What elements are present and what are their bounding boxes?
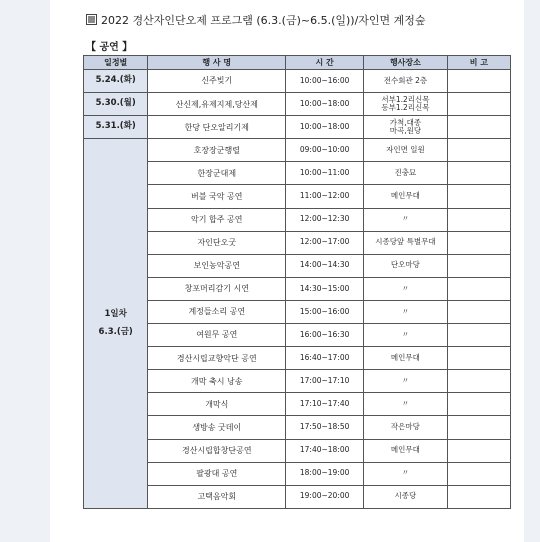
place-line: 자인면 일원 bbox=[386, 145, 425, 155]
table-row bbox=[84, 439, 511, 462]
table-row bbox=[84, 485, 511, 508]
document-title-text: 2022 경산자인단오제 프로그램 (6.3.(금)~6.5.(일))/자인면 계정숲 bbox=[101, 14, 426, 27]
time-cell: 10:00~16:00 bbox=[286, 70, 364, 93]
program-cell: 고택음악회 bbox=[148, 485, 286, 508]
table-row bbox=[84, 370, 511, 393]
document-title bbox=[86, 12, 426, 28]
place-line: 〃 bbox=[401, 283, 410, 293]
time-cell: 17:10~17:40 bbox=[286, 393, 364, 416]
time-cell: 15:00~16:00 bbox=[286, 300, 364, 323]
place-line: 시종당 bbox=[394, 491, 417, 501]
place-line: 작은마당 bbox=[390, 422, 420, 432]
date-cell: 5.24.(화) bbox=[84, 70, 148, 93]
time-cell: 17:00~17:10 bbox=[286, 370, 364, 393]
table-row bbox=[84, 462, 511, 485]
note-cell bbox=[447, 370, 510, 393]
time-cell: 17:40~18:00 bbox=[286, 439, 364, 462]
table-row bbox=[84, 254, 511, 277]
place-line: 시종당앞 특별무대 bbox=[375, 237, 436, 247]
place-cell bbox=[364, 324, 448, 347]
time-cell: 14:00~14:30 bbox=[286, 254, 364, 277]
square-bullet-icon bbox=[86, 14, 97, 25]
note-cell bbox=[447, 439, 510, 462]
place-line: 메인무대 bbox=[390, 352, 420, 362]
program-cell: 산신제,유제지제,당산제 bbox=[148, 93, 286, 116]
place-cell bbox=[364, 208, 448, 231]
note-cell bbox=[447, 324, 510, 347]
place-line: 서부1.2리신목 bbox=[381, 94, 430, 104]
place-cell bbox=[364, 416, 448, 439]
place-cell bbox=[364, 300, 448, 323]
note-cell bbox=[447, 208, 510, 231]
program-cell: 생방송 굿데이 bbox=[148, 416, 286, 439]
table-row bbox=[84, 324, 511, 347]
place-cell bbox=[364, 116, 448, 139]
document-page bbox=[50, 0, 524, 542]
place-cell bbox=[364, 439, 448, 462]
note-cell bbox=[447, 416, 510, 439]
place-line: 동부1.2리신목 bbox=[381, 103, 430, 113]
place-cell bbox=[364, 93, 448, 116]
note-cell bbox=[447, 162, 510, 185]
program-cell: 보인농악공연 bbox=[148, 254, 286, 277]
place-line: 진충묘 bbox=[394, 168, 417, 178]
place-line: 〃 bbox=[401, 375, 410, 385]
place-line: 단오마당 bbox=[390, 260, 420, 270]
program-cell: 창포머리감기 시연 bbox=[148, 277, 286, 300]
date-cell: 5.31.(화) bbox=[84, 116, 148, 139]
place-cell bbox=[364, 485, 448, 508]
schedule-table bbox=[83, 55, 511, 509]
table-row bbox=[84, 185, 511, 208]
time-cell: 10:00~18:00 bbox=[286, 116, 364, 139]
table-row bbox=[84, 208, 511, 231]
place-line: 전수회관 2층 bbox=[383, 75, 428, 85]
program-cell: 한장군대제 bbox=[148, 162, 286, 185]
time-cell: 12:00~12:30 bbox=[286, 208, 364, 231]
place-cell bbox=[364, 393, 448, 416]
place-cell bbox=[364, 370, 448, 393]
program-cell: 한당 단오알리기제 bbox=[148, 116, 286, 139]
header-program: 행 사 명 bbox=[148, 56, 286, 70]
section-title: 【 공연 】 bbox=[86, 42, 133, 53]
note-cell bbox=[447, 300, 510, 323]
table-row bbox=[84, 70, 511, 93]
date-line: 1일차 bbox=[104, 308, 127, 319]
schedule-body bbox=[84, 70, 511, 509]
note-cell bbox=[447, 485, 510, 508]
program-cell: 호장장군행렬 bbox=[148, 139, 286, 162]
note-cell bbox=[447, 116, 510, 139]
table-row bbox=[84, 416, 511, 439]
place-line: 〃 bbox=[401, 399, 410, 409]
place-cell bbox=[364, 139, 448, 162]
table-row bbox=[84, 277, 511, 300]
time-cell: 12:00~17:00 bbox=[286, 231, 364, 254]
time-cell: 16:00~16:30 bbox=[286, 324, 364, 347]
time-cell: 17:50~18:50 bbox=[286, 416, 364, 439]
table-row bbox=[84, 139, 511, 162]
date-line: 6.3.(금) bbox=[98, 326, 133, 337]
note-cell bbox=[447, 393, 510, 416]
place-line: 〃 bbox=[401, 468, 410, 478]
place-line: 마곡,원당 bbox=[389, 126, 422, 136]
program-cell: 개막 축시 낭송 bbox=[148, 370, 286, 393]
time-cell: 10:00~11:00 bbox=[286, 162, 364, 185]
time-cell: 09:00~10:00 bbox=[286, 139, 364, 162]
header-place: 행사장소 bbox=[364, 56, 448, 70]
place-cell bbox=[364, 162, 448, 185]
time-cell: 16:40~17:00 bbox=[286, 347, 364, 370]
program-cell: 팔광대 공연 bbox=[148, 462, 286, 485]
place-line: 〃 bbox=[401, 329, 410, 339]
place-cell bbox=[364, 462, 448, 485]
time-cell: 11:00~12:00 bbox=[286, 185, 364, 208]
place-line: 〃 bbox=[401, 306, 410, 316]
time-cell: 14:30~15:00 bbox=[286, 277, 364, 300]
note-cell bbox=[447, 139, 510, 162]
program-cell: 개막식 bbox=[148, 393, 286, 416]
note-cell bbox=[447, 93, 510, 116]
place-cell bbox=[364, 185, 448, 208]
program-cell: 경산시립합창단공연 bbox=[148, 439, 286, 462]
table-row bbox=[84, 231, 511, 254]
note-cell bbox=[447, 462, 510, 485]
time-cell: 19:00~20:00 bbox=[286, 485, 364, 508]
place-cell bbox=[364, 277, 448, 300]
table-row bbox=[84, 393, 511, 416]
header-time: 시 간 bbox=[286, 56, 364, 70]
note-cell bbox=[447, 254, 510, 277]
time-cell: 10:00~18:00 bbox=[286, 93, 364, 116]
table-row bbox=[84, 116, 511, 139]
header-date: 일정별 bbox=[84, 56, 148, 70]
place-line: 〃 bbox=[401, 214, 410, 224]
place-cell bbox=[364, 254, 448, 277]
program-cell: 여원무 공연 bbox=[148, 324, 286, 347]
program-cell: 자인단오굿 bbox=[148, 231, 286, 254]
place-cell bbox=[364, 347, 448, 370]
place-cell bbox=[364, 231, 448, 254]
header-note: 비 고 bbox=[447, 56, 510, 70]
note-cell bbox=[447, 185, 510, 208]
program-cell: 악기 합주 공연 bbox=[148, 208, 286, 231]
place-line: 메인무대 bbox=[390, 191, 420, 201]
program-cell: 버블 국악 공연 bbox=[148, 185, 286, 208]
table-row bbox=[84, 300, 511, 323]
place-line: 가척,대종 bbox=[389, 117, 422, 127]
note-cell bbox=[447, 70, 510, 93]
note-cell bbox=[447, 231, 510, 254]
table-row bbox=[84, 93, 511, 116]
date-cell: 5.30.(월) bbox=[84, 93, 148, 116]
table-row bbox=[84, 162, 511, 185]
time-cell: 18:00~19:00 bbox=[286, 462, 364, 485]
table-header-row bbox=[84, 56, 511, 70]
program-cell: 경산시립교향악단 공연 bbox=[148, 347, 286, 370]
date-cell bbox=[84, 139, 148, 509]
table-row bbox=[84, 347, 511, 370]
program-cell: 계정들소리 공연 bbox=[148, 300, 286, 323]
note-cell bbox=[447, 277, 510, 300]
program-cell: 신주빚기 bbox=[148, 70, 286, 93]
place-cell bbox=[364, 70, 448, 93]
place-line: 메인무대 bbox=[390, 445, 420, 455]
note-cell bbox=[447, 347, 510, 370]
